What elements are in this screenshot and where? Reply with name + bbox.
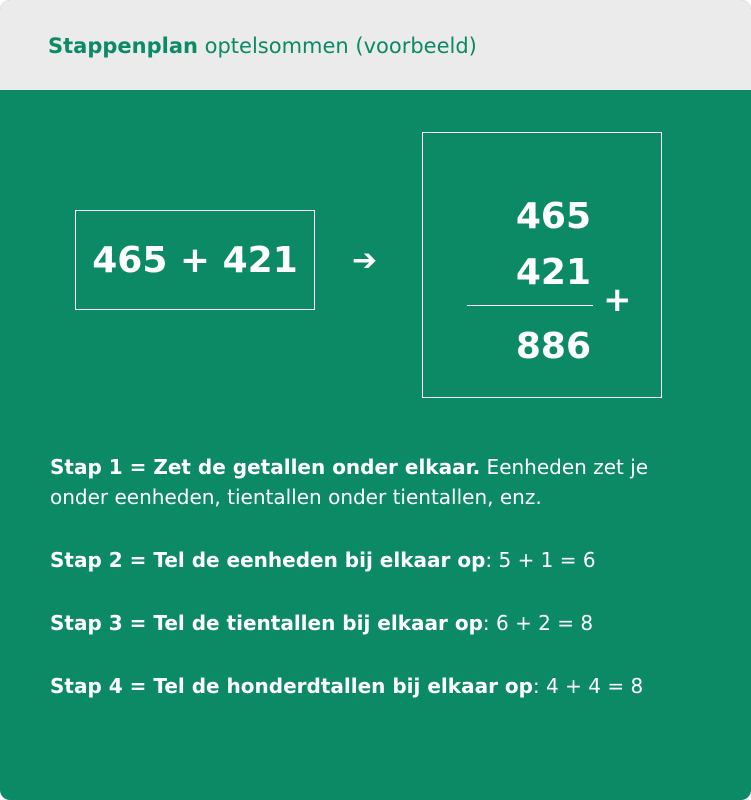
step-1 xyxy=(50,452,710,512)
plus-icon: + xyxy=(603,280,632,320)
title-rest: optelsommen (voorbeeld) xyxy=(197,34,477,58)
step-2-text: : 5 + 1 = 6 xyxy=(485,548,596,572)
arrow-right-icon: ➔ xyxy=(352,243,378,278)
step-1-text: Eenheden zet je onder eenheden, tientallen onder tientallen, enz. xyxy=(50,455,649,509)
step-4-text: : 4 + 4 = 8 xyxy=(532,674,644,698)
column-addition-box xyxy=(422,132,662,398)
step-2 xyxy=(50,545,710,575)
header-bar xyxy=(0,0,751,90)
addend-2: 421 xyxy=(515,252,591,293)
step-3-title: Stap 3 = Tel de tientallen bij elkaar op xyxy=(50,611,483,635)
sum-line xyxy=(467,305,593,306)
step-4 xyxy=(50,671,710,701)
steps-list xyxy=(50,452,710,734)
page-title xyxy=(48,34,477,58)
step-4-title: Stap 4 = Tel de honderdtallen bij elkaar op xyxy=(50,674,533,698)
step-1-title: Stap 1 = Zet de getallen onder elkaar. xyxy=(50,455,481,479)
expression-text: 465 + 421 xyxy=(92,239,298,281)
addend-1: 465 xyxy=(515,196,591,237)
title-strong: Stappenplan xyxy=(48,34,198,58)
step-2-title: Stap 2 = Tel de eenheden bij elkaar op xyxy=(50,548,486,572)
expression-box xyxy=(75,210,315,310)
step-3-text: : 6 + 2 = 8 xyxy=(482,611,594,635)
step-3 xyxy=(50,608,710,638)
sum-result: 886 xyxy=(515,326,591,367)
